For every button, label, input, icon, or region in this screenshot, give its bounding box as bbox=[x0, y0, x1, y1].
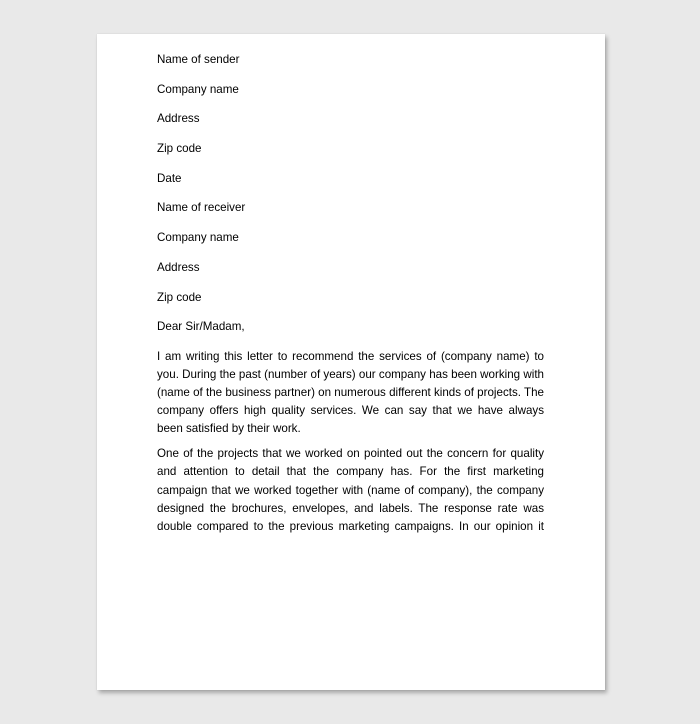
receiver-address: Address bbox=[157, 260, 200, 274]
body-paragraph: One of the projects that we worked on pointed out the concern for quality and attention to detail that the company has. For the first marketing campaign that we worked together with (name of company), the company designed the brochures, envelopes, and labels. The response rate was double compared to the previous marketing campaigns. In our opinion it bbox=[157, 447, 544, 533]
body-paragraph: I am writing this letter to recommend the services of (company name) to you. During the past (number of years) our company has been working with (name of the business partner) on numerous different kinds of projects. The company offers high quality services. We can say that we have always been satisfied by their work. bbox=[157, 349, 544, 436]
receiver-company-name: Company name bbox=[157, 231, 239, 245]
letter-body bbox=[157, 51, 544, 536]
salutation: Dear Sir/Madam, bbox=[157, 320, 245, 334]
document-page bbox=[97, 34, 605, 690]
sender-company-name: Company name bbox=[157, 82, 239, 96]
receiver-name: Name of receiver bbox=[157, 201, 246, 215]
sender-name: Name of sender bbox=[157, 53, 240, 66]
letter-date: Date bbox=[157, 171, 182, 185]
sender-zip-code: Zip code bbox=[157, 142, 202, 156]
sender-address: Address bbox=[157, 112, 200, 126]
receiver-zip-code: Zip code bbox=[157, 290, 202, 304]
